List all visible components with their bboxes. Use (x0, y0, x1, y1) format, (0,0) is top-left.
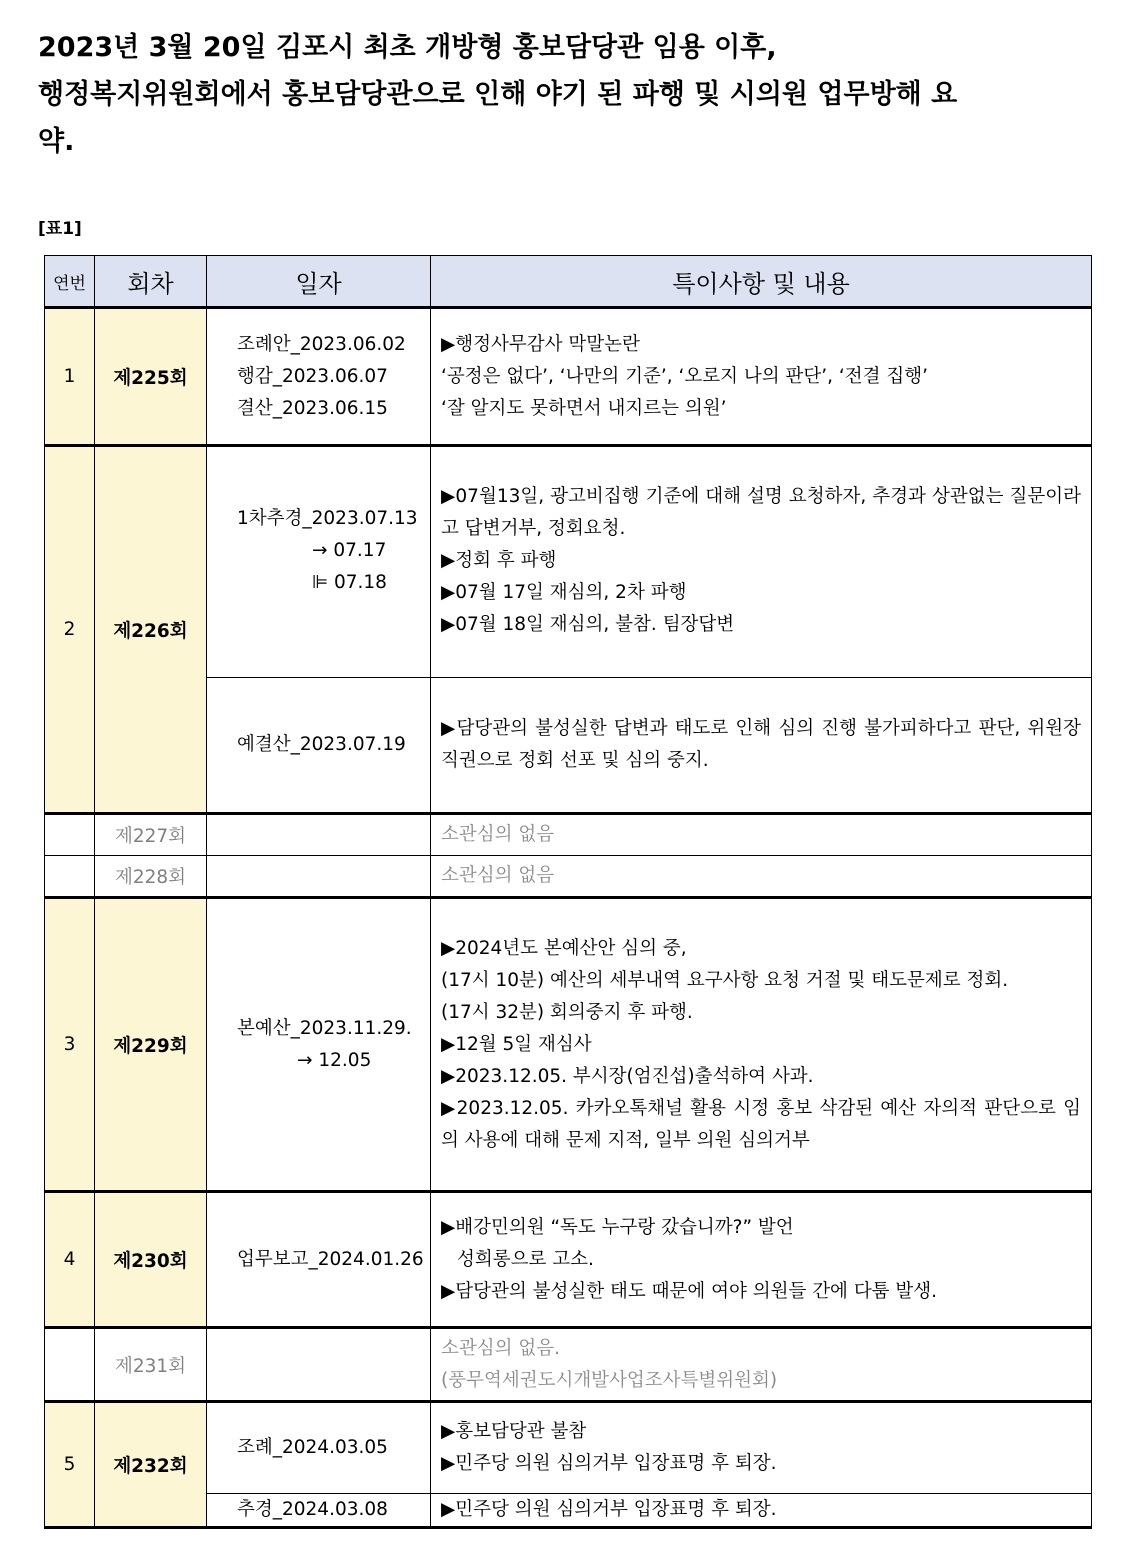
table-header-row (45, 256, 1092, 308)
session-label: 제227회 (95, 814, 207, 856)
header-date: 일자 (207, 256, 431, 308)
content-line: (풍무역세권도시개발사업조사특별위원회) (441, 1369, 778, 1391)
content-line: ‘공정은 없다’, ‘나만의 기준’, ‘오로지 나의 판단’, ‘전결 집행’ (441, 365, 929, 387)
row-number (45, 856, 95, 898)
date-cell (207, 814, 431, 856)
session-label: 제226회 (95, 446, 207, 814)
date-line: ⊫ 07.18 (312, 572, 387, 593)
session-label: 제228회 (95, 856, 207, 898)
content-line: ▶배강민의원 “독도 누구랑 갔습니까?” 발언 (441, 1216, 794, 1238)
date-cell (207, 1328, 431, 1402)
content-cell (431, 446, 1092, 678)
date-line: 본예산_2023.11.29. (237, 1017, 412, 1039)
session-label: 제231회 (95, 1328, 207, 1402)
date-cell (207, 898, 431, 1192)
table-row (45, 1402, 1092, 1494)
content-line: ▶담당관의 불성실한 태도 때문에 여야 의원들 간에 다툼 발생. (441, 1280, 938, 1302)
table-row (45, 898, 1092, 1192)
table-row (45, 1192, 1092, 1328)
content-cell: ▶민주당 의원 심의거부 입장표명 후 퇴장. (431, 1494, 1092, 1528)
date-cell: 추경_2024.03.08 (207, 1494, 431, 1528)
table-row (45, 446, 1092, 678)
table-label: [표1] (38, 219, 82, 239)
date-line: → 07.17 (312, 540, 387, 561)
content-line: ▶2023.12.05. 카카오톡채널 활용 시정 홍보 삭감된 예산 자의적 판단으로 임의 사용에 대해 문제 지적, 일부 의원 심의거부 (441, 1097, 1081, 1151)
row-number: 5 (45, 1402, 95, 1528)
date-line: 결산_2023.06.15 (237, 397, 388, 419)
header-num: 연번 (45, 256, 95, 308)
content-cell (431, 1328, 1092, 1402)
session-table (44, 255, 1092, 1529)
session-label: 제232회 (95, 1402, 207, 1528)
content-line: ▶행정사무감사 막말논란 (441, 333, 640, 355)
content-line: ‘잘 알지도 못하면서 내지르는 의원’ (441, 397, 727, 419)
header-content: 특이사항 및 내용 (431, 256, 1092, 308)
content-line: ▶07월 17일 재심의, 2차 파행 (441, 582, 687, 603)
date-cell: 예결산_2023.07.19 (207, 678, 431, 814)
date-cell (207, 856, 431, 898)
date-line: 행감_2023.06.07 (237, 365, 388, 387)
title-line-2: 행정복지위원회에서 홍보담당관으로 인해 야기 된 파행 및 시의원 업무방해 요 (38, 79, 958, 110)
date-cell (207, 446, 431, 678)
row-number (45, 1328, 95, 1402)
row-number: 3 (45, 898, 95, 1192)
content-cell: 소관심의 없음 (431, 814, 1092, 856)
title-line-1: 2023년 3월 20일 김포시 최초 개방형 홍보담당관 임용 이후, (38, 32, 777, 63)
table-row (45, 308, 1092, 446)
header-session: 회차 (95, 256, 207, 308)
content-line: (17시 32분) 회의중지 후 파행. (441, 1001, 693, 1023)
content-cell: 소관심의 없음 (431, 856, 1092, 898)
content-line: ▶홍보담당관 불참 (441, 1421, 587, 1442)
date-line: 1차추경_2023.07.13 (237, 508, 418, 529)
date-cell: 조례_2024.03.05 (207, 1402, 431, 1494)
content-line: ▶정회 후 파행 (441, 550, 557, 571)
date-line: 조례안_2023.06.02 (237, 333, 406, 355)
title-line-3: 약. (38, 126, 75, 157)
page-title (38, 24, 1102, 165)
content-line: ▶12월 5일 재심사 (441, 1033, 592, 1055)
content-line: ▶07월13일, 광고비집행 기준에 대해 설명 요청하자, 추경과 상관없는 질문이라고 답변거부, 정회요청. (441, 486, 1081, 539)
row-number: 4 (45, 1192, 95, 1328)
content-line: ▶07월 18일 재심의, 불참. 팀장답변 (441, 614, 735, 635)
content-cell (431, 308, 1092, 446)
content-line: 소관심의 없음. (441, 1337, 560, 1359)
session-label: 제225회 (95, 308, 207, 446)
content-cell: ▶담당관의 불성실한 답변과 태도로 인해 심의 진행 불가피하다고 판단, 위원장 직권으로 정회 선포 및 심의 중지. (431, 678, 1092, 814)
table-row (45, 814, 1092, 856)
row-number (45, 814, 95, 856)
content-line: 성희롱으로 고소. (457, 1248, 594, 1270)
date-cell: 업무보고_2024.01.26 (207, 1192, 431, 1328)
row-number: 2 (45, 446, 95, 814)
content-line: (17시 10분) 예산의 세부내역 요구사항 요청 거절 및 태도문제로 정회. (441, 969, 1009, 991)
content-line: ▶2023.12.05. 부시장(엄진섭)출석하여 사과. (441, 1065, 814, 1087)
content-cell (431, 1402, 1092, 1494)
content-cell (431, 1192, 1092, 1328)
session-label: 제229회 (95, 898, 207, 1192)
date-line: → 12.05 (297, 1049, 372, 1071)
table-row (45, 1328, 1092, 1402)
content-cell (431, 898, 1092, 1192)
table-row (45, 856, 1092, 898)
date-cell (207, 308, 431, 446)
content-line: ▶2024년도 본예산안 심의 중, (441, 937, 687, 959)
content-line: ▶민주당 의원 심의거부 입장표명 후 퇴장. (441, 1453, 777, 1474)
row-number: 1 (45, 308, 95, 446)
session-label: 제230회 (95, 1192, 207, 1328)
